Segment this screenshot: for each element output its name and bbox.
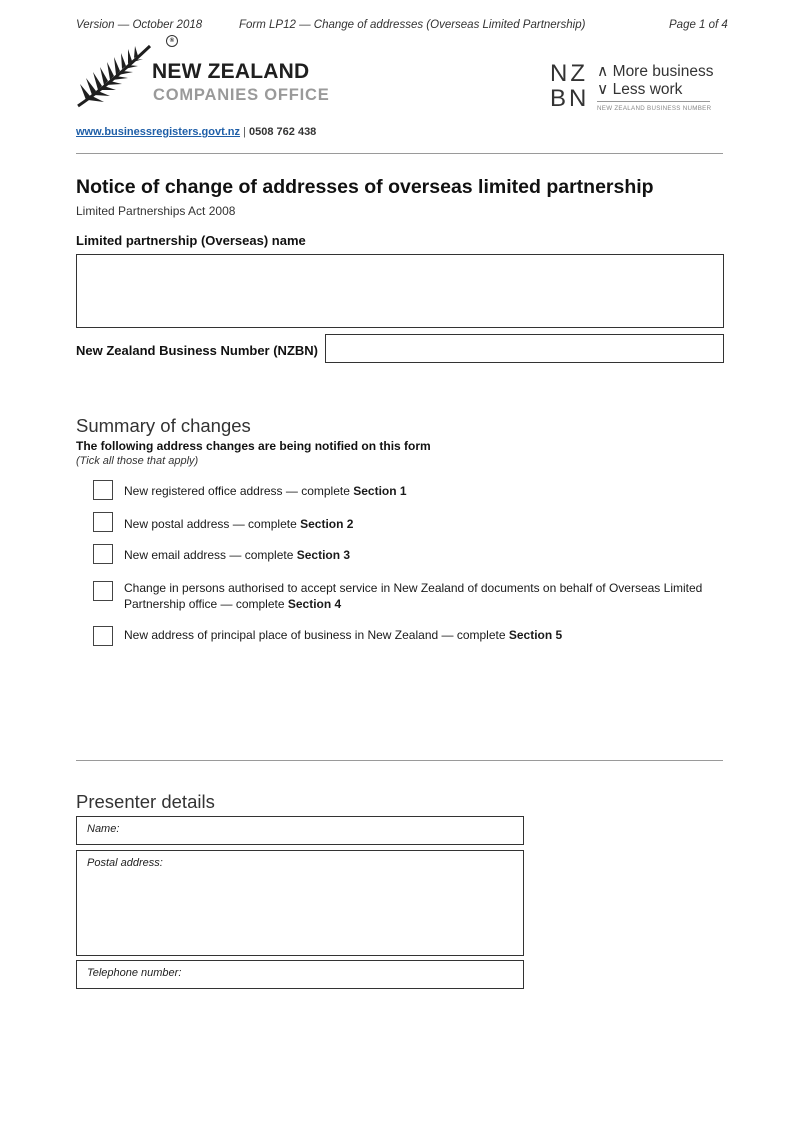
brand-line-1: NEW ZEALAND: [152, 60, 310, 83]
page-title: Notice of change of addresses of overseas limited partnership: [76, 176, 654, 198]
summary-heading: Summary of changes: [76, 415, 251, 436]
act-reference: Limited Partnerships Act 2008: [76, 204, 236, 218]
option-text: New address of principal place of business in New Zealand — complete: [124, 628, 509, 642]
option-section-ref: Section 2: [300, 517, 354, 531]
option-section-2: [124, 516, 724, 532]
option-text: New postal address — complete: [124, 517, 301, 531]
presenter-postal-label: Postal address:: [87, 857, 163, 869]
option-section-ref: Section 1: [353, 484, 407, 498]
summary-instruction: (Tick all those that apply): [76, 455, 199, 467]
nzbn-tagline-1: ∧ More business: [597, 63, 714, 80]
option-section-ref: Section 3: [296, 548, 351, 562]
option-section-ref: Section 4: [287, 597, 342, 611]
option-text: New registered office address — complete: [124, 484, 354, 498]
presenter-name-field[interactable]: [76, 816, 524, 845]
summary-lead: The following address changes are being notified on this form: [76, 439, 431, 453]
partnership-name-label: Limited partnership (Overseas) name: [76, 233, 306, 248]
nzbn-divider: [597, 101, 710, 102]
option-text: New email address — complete: [124, 548, 297, 562]
checkbox-section-5[interactable]: [93, 626, 113, 646]
presenter-name-label: Name:: [87, 823, 120, 835]
nzbn-mark-top: NZ: [550, 60, 588, 87]
checkbox-section-3[interactable]: [93, 544, 113, 564]
checkbox-section-1[interactable]: [93, 480, 113, 500]
partnership-name-input[interactable]: [76, 254, 724, 328]
registered-mark: ®: [166, 35, 178, 47]
presenter-phone-field[interactable]: [76, 960, 524, 989]
page-number: Page 1 of 4: [669, 19, 728, 31]
checkbox-section-2[interactable]: [93, 512, 113, 532]
header-divider: [76, 153, 723, 154]
option-section-ref: Section 5: [508, 628, 563, 642]
contact-line: [76, 126, 316, 138]
form-label: Form LP12 — Change of addresses (Overseas Limited Partnership): [239, 19, 586, 31]
section-divider: [76, 760, 723, 761]
presenter-phone-label: Telephone number:: [87, 967, 182, 979]
option-section-3: [124, 547, 724, 563]
option-section-5: [124, 627, 724, 643]
nzbn-label: New Zealand Business Number (NZBN): [76, 343, 318, 358]
fern-logo-icon: [76, 42, 154, 108]
presenter-postal-field[interactable]: [76, 850, 524, 956]
option-section-1: [124, 483, 724, 499]
checkbox-section-4[interactable]: [93, 581, 113, 601]
nzbn-mark-bottom: BN: [550, 85, 590, 112]
option-section-4: [124, 580, 720, 612]
option-text: Change in persons authorised to accept service in New Zealand of documents on behalf of Overseas Limited Partnership office — complete: [124, 581, 703, 611]
presenter-heading: Presenter details: [76, 791, 215, 812]
brand-line-2: COMPANIES OFFICE: [153, 86, 330, 104]
contact-separator: |: [243, 126, 246, 138]
phone-number: 0508 762 438: [249, 126, 317, 138]
website-link[interactable]: www.businessregisters.govt.nz: [76, 126, 241, 138]
nzbn-input[interactable]: [325, 334, 724, 363]
version-label: Version — October 2018: [76, 19, 203, 31]
nzbn-tagline-2: ∨ Less work: [597, 81, 683, 98]
nzbn-subtitle: NEW ZEALAND BUSINESS NUMBER: [597, 105, 712, 112]
